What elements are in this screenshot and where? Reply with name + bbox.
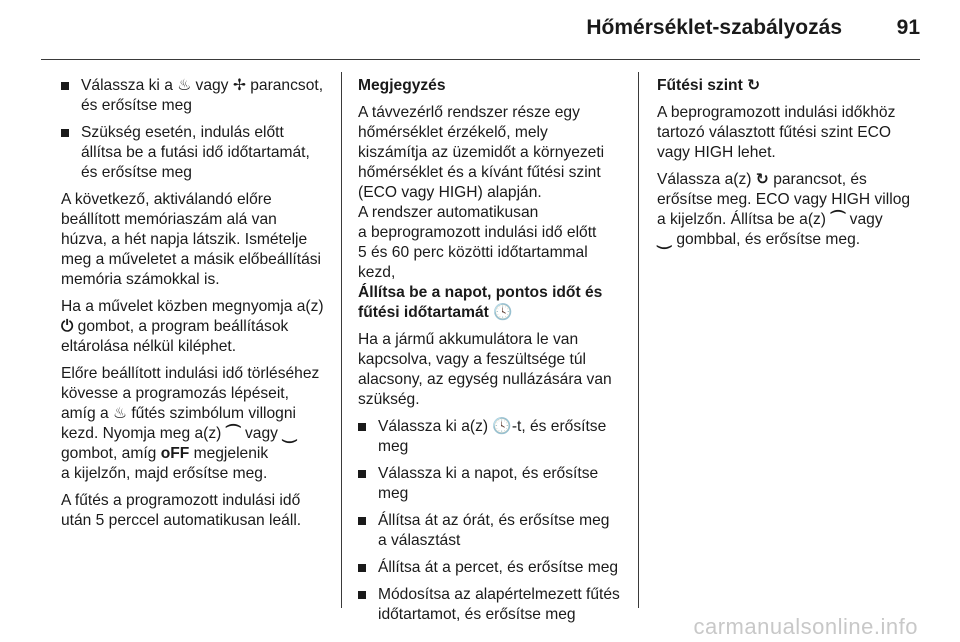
text: és erősítse meg bbox=[81, 97, 192, 114]
bullet-mark bbox=[358, 470, 366, 478]
watermark: carmanualsonline.info bbox=[693, 614, 918, 639]
heat-level-icon: ↻ bbox=[747, 77, 761, 94]
text: gombbal, és erősítse meg. bbox=[672, 231, 861, 248]
text: állítsa be a futási idő időtartamát, bbox=[81, 144, 310, 161]
text: (ECO vagy HIGH) alapján. bbox=[358, 184, 542, 201]
text: oFF bbox=[160, 445, 190, 462]
text: kiszámítja az üzemidőt a környezeti bbox=[358, 144, 605, 161]
text: kezd, bbox=[358, 264, 396, 281]
column-2 bbox=[358, 76, 630, 632]
text: erősítse meg. ECO vagy HIGH villog bbox=[657, 191, 911, 208]
bullet-mark bbox=[358, 564, 366, 572]
text: a kijelzőn. Állítsa be a(z) bbox=[657, 211, 831, 228]
text: húzva, a hét napja látszik. Ismételje bbox=[61, 231, 308, 248]
text: kezd. Nyomja meg a(z) bbox=[61, 425, 226, 442]
page-title: Hőmérséklet-szabályozás bbox=[586, 16, 842, 39]
paragraph bbox=[61, 364, 333, 484]
text: A fűtés a programozott indulási idő bbox=[61, 492, 301, 509]
left-arrow-icon: ⏜ bbox=[830, 211, 846, 228]
bullet-mark bbox=[358, 517, 366, 525]
text: memória számokkal is. bbox=[61, 271, 220, 288]
text: Előre beállított indulási idő törléséhez bbox=[61, 365, 320, 382]
heat-level-icon: ↻ bbox=[755, 171, 769, 188]
text: szükség. bbox=[358, 391, 420, 408]
text: Fűtési szint bbox=[657, 77, 743, 94]
text: gombot, a program beállítások bbox=[73, 318, 289, 335]
bullet-mark bbox=[358, 423, 366, 431]
power-icon: ⏻ bbox=[61, 318, 74, 335]
text: amíg a bbox=[61, 405, 114, 422]
page-header bbox=[0, 0, 960, 60]
text: Ha a művelet közben megnyomja a(z) bbox=[61, 298, 324, 315]
text: vagy HIGH lehet. bbox=[657, 144, 776, 161]
text: meg a műveletet a másik előbeállítási bbox=[61, 251, 322, 268]
text: hőmérséklet érzékelő, mely bbox=[358, 124, 548, 141]
text: 5 és 60 perc közötti időtartammal bbox=[358, 244, 588, 261]
fan-icon: ✢ bbox=[232, 77, 246, 94]
text: a választást bbox=[378, 532, 461, 549]
list-item bbox=[358, 464, 630, 504]
text: meg bbox=[378, 485, 409, 502]
text: a kijelzőn, majd erősítse meg. bbox=[61, 465, 268, 482]
text: alacsony, az egység nullázására van bbox=[358, 371, 612, 388]
left-arrow-icon: ⏜ bbox=[225, 425, 241, 442]
text: kövesse a programozás lépéseit, bbox=[61, 385, 289, 402]
text: gombot, amíg bbox=[61, 445, 161, 462]
text: parancsot, bbox=[245, 77, 324, 94]
right-arrow-icon: ⏝ bbox=[282, 425, 298, 442]
text: meg bbox=[378, 438, 409, 455]
list-item bbox=[358, 417, 630, 457]
text: -t, és erősítse bbox=[511, 418, 607, 435]
paragraph bbox=[61, 297, 333, 357]
header-rule bbox=[41, 59, 920, 60]
list-item bbox=[61, 76, 333, 116]
text: A távvezérlő rendszer része egy bbox=[358, 104, 580, 121]
text: Állítsa át az órát, és erősítse meg bbox=[378, 512, 610, 529]
heat-icon: ♨ bbox=[113, 405, 127, 422]
text: Szükség esetén, indulás előtt bbox=[81, 124, 284, 141]
bullet-mark bbox=[358, 591, 366, 599]
text: Válassza ki a bbox=[81, 77, 178, 94]
list-item bbox=[358, 585, 630, 625]
text: A beprogramozott indulási időkhöz bbox=[657, 104, 896, 121]
note-title: Megjegyzés bbox=[358, 77, 446, 94]
paragraph bbox=[61, 491, 333, 531]
text: Ha a jármű akkumulátora le van bbox=[358, 331, 579, 348]
text: eltárolása nélkül kiléphet. bbox=[61, 338, 237, 355]
clock-icon: 🕓 bbox=[493, 304, 513, 321]
text: fűtési időtartamát bbox=[358, 304, 489, 321]
column-3 bbox=[657, 76, 925, 257]
text: Válassza ki a napot, és erősítse bbox=[378, 465, 599, 482]
column-1 bbox=[61, 76, 333, 538]
text: a beprogramozott indulási idő előtt bbox=[358, 224, 597, 241]
list-item bbox=[358, 558, 630, 578]
paragraph bbox=[657, 170, 925, 250]
text: parancsot, és bbox=[768, 171, 867, 188]
text: időtartamot, és erősítse meg bbox=[378, 606, 576, 623]
text: kapcsolva, vagy a feszültsége túl bbox=[358, 351, 586, 368]
paragraph bbox=[61, 190, 333, 290]
text: beállított memóriaszám alá van bbox=[61, 211, 277, 228]
text: Válassza ki a(z) bbox=[378, 418, 493, 435]
paragraph bbox=[358, 330, 630, 410]
bullet-mark bbox=[61, 82, 69, 90]
bullet-mark bbox=[61, 129, 69, 137]
text: vagy bbox=[845, 211, 883, 228]
text: vagy bbox=[191, 77, 233, 94]
text: A rendszer automatikusan bbox=[358, 204, 539, 221]
text: és erősítse meg bbox=[81, 164, 192, 181]
list-item bbox=[61, 123, 333, 183]
text: Állítsa be a napot, pontos időt és bbox=[358, 284, 603, 301]
heat-icon: ♨ bbox=[177, 77, 192, 94]
section-heading bbox=[358, 283, 630, 323]
text: Állítsa át a percet, és erősítse meg bbox=[378, 559, 619, 576]
section-heading bbox=[657, 76, 925, 96]
text: után 5 perccel automatikusan leáll. bbox=[61, 512, 302, 529]
column-divider-2 bbox=[638, 72, 639, 608]
text: Válassza a(z) bbox=[657, 171, 756, 188]
right-arrow-icon: ⏝ bbox=[657, 231, 672, 248]
text: megjelenik bbox=[189, 445, 269, 462]
list-item bbox=[358, 511, 630, 551]
text: vagy bbox=[240, 425, 283, 442]
paragraph bbox=[657, 103, 925, 163]
text: hőmérséklet és a kívánt fűtési szint bbox=[358, 164, 601, 181]
column-divider-1 bbox=[341, 72, 342, 608]
clock-icon: 🕓 bbox=[492, 418, 512, 435]
note-body bbox=[358, 103, 630, 283]
text: A következő, aktiválandó előre bbox=[61, 191, 272, 208]
text: fűtés szimbólum villogni bbox=[127, 405, 296, 422]
text: Módosítsa az alapértelmezett fűtés bbox=[378, 586, 620, 603]
page-number: 91 bbox=[896, 16, 920, 39]
text: tartozó választott fűtési szint ECO bbox=[657, 124, 891, 141]
